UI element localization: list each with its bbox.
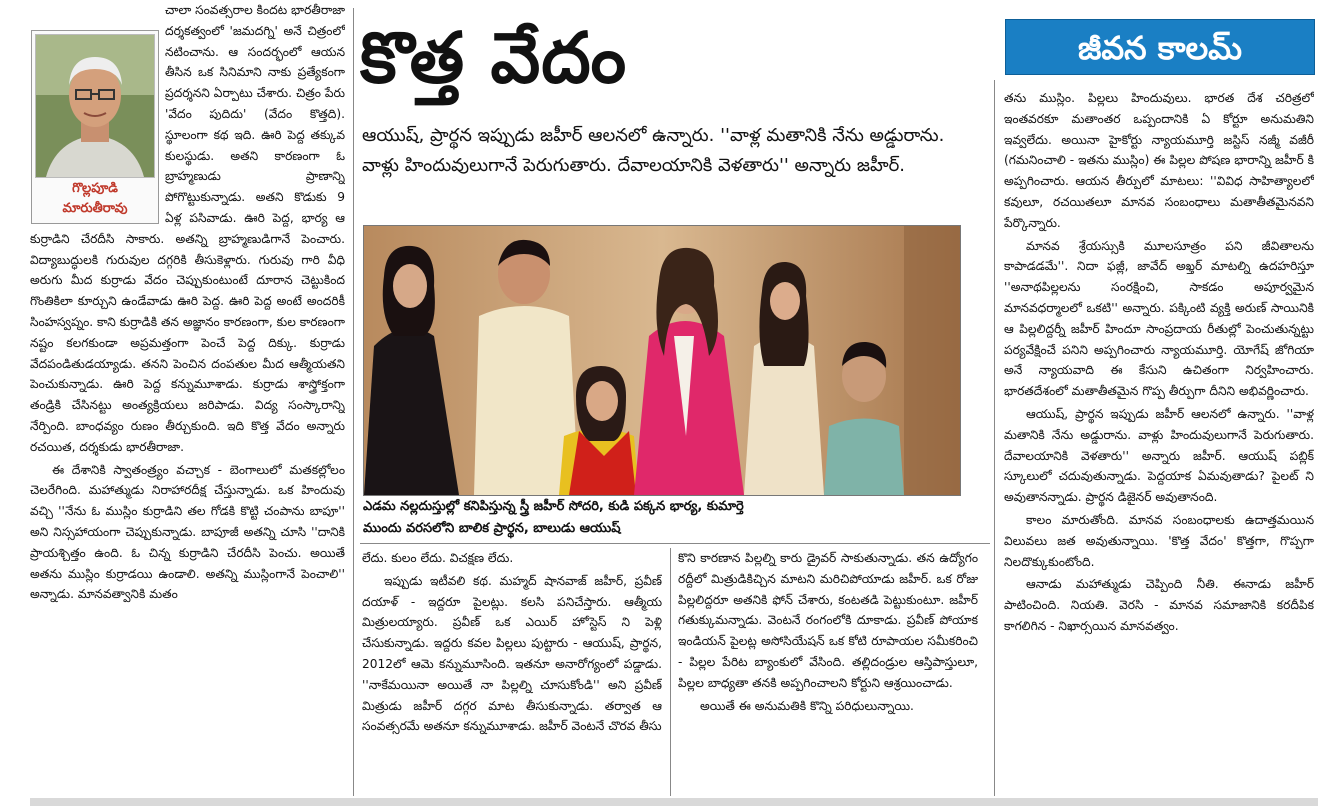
- column-divider: [994, 80, 995, 796]
- column-4-paragraph-2: మానవ శ్రేయస్సుకి మూలసూత్రం పని జీవితాలను కాపాడడమే''. నిదా ఫజ్లీ, జావేద్ అఖ్తర్ మాటల్ని ఉదహరిస్తూ ''అనాథపిల్లలను సంరక్షించి, సాకడం అపూర్వమైన మానవధర్మాలలో ఒకటి'' అన్నారు. పక్కింటి వ్యక్తి అరుణ్ సాయినికి ఆ పిల్లలిద్దర్నీ జహీర్ హిందూ సాంప్రదాయ రీతుల్లో పెంచుతున్నట్టు పర్యవేక్షించే పనిని అప్పగించారు న్యాయమూర్తి. యోగేష్ జోగియా అనే న్యాయవాది ఈ కేసుని ఉచితంగా నిర్వహించారు. భారతదేశంలో మతాతీతమైన గొప్ప తీర్పుగా దీనిని అభివర్ణించారు.: [1004, 238, 1314, 399]
- bottom-bar: [30, 798, 1318, 806]
- column-3-paragraph-1: కొని కారణాన పిల్లల్ని కారు డ్రైవర్ సాకుతున్నాడు. తన ఉద్యోగం రద్దీలో మిత్రుడికిచ్చిన మాటని మరిచిపోయాడు జహీర్. ఒక రోజు పిల్లలిద్దరూ అతనికి ఫోన్ చేశారు, కంటతడి పెట్టుకుంటూ. జహీర్ గతుక్కుమన్నాడు. వెంటనే రంగంలోకి దూకాడు. ప్రవీణ్ పోయాక ఇండియన్ పైలట్ల అసోసియేషన్ ఒక కోటి రూపాయల సమీకరించి - పిల్లల పేరిట బ్యాంకులో వేసింది. తల్లిదండ్రుల ఆస్తిపాస్తులూ, పిల్లల బాధ్యతా తనకి అప్పగించాలని కోర్టుని ఆశ్రయించాడు.: [678, 551, 978, 690]
- intro-blurb: ఆయుష్, ప్రార్థన ఇప్పుడు జహీర్ ఆలనలో ఉన్నారు. ''వాళ్ల మతానికి నేను అడ్డురాను. వాళ్లు హిందువులుగానే పెరుగుతారు. దేవాలయానికి వెళతారు'' అన్నారు జహీర్.: [362, 125, 945, 176]
- column-title-banner: జీవన కాలమ్: [1005, 19, 1315, 75]
- photo-caption-line-2: ముందు వరసలోని బాలిక ప్రార్థన, బాలుడు ఆయుష్: [363, 521, 621, 536]
- column-4: [1004, 88, 1314, 796]
- author-name-line1: గొల్లపూడి: [72, 181, 118, 196]
- column-4-paragraph-4: కాలం మారుతోంది. మానవ సంబంధాలకు ఉదాత్తమయిన విలువలు జత అవుతున్నాయి. 'కొత్త వేదం' కొత్తగా, గొప్పగా నిలదొక్కుకుంటోంది.: [1004, 512, 1314, 569]
- column-2: [362, 548, 662, 796]
- column-3-paragraph-2: అయితే ఈ అనుమతికి కొన్ని పరిధులున్నాయి.: [700, 698, 914, 713]
- author-name-line2: మారుతీరావు: [62, 201, 128, 216]
- column-divider: [670, 548, 671, 796]
- photo-caption-line-1: ఎడమ నల్లదుస్తుల్లో కనిపిస్తున్న స్త్రీ జహీర్ సోదరి, కుడి పక్కన భార్య, కుమార్తె: [363, 499, 744, 514]
- column-4-paragraph-5: ఆనాడు మహాత్ముడు చెప్పింది నీతి. ఈనాడు జహీర్ పాటించింది. నియతి. వెరసి - మానవ సమాజానికి కరదీపిక కాగలిగిన - నిఖార్సయిన మానవత్వం.: [1004, 577, 1314, 633]
- column-1-paragraph-2: ఈ దేశానికి స్వాతంత్ర్యం వచ్చాక - బెంగాలులో మతకల్లోలం చెలరేగింది. మహాత్ముడు నిరాహారదీక్ష చేస్తున్నాడు. ఒక హిందువు వచ్చి ''నేను ఓ ముస్లిం కుర్రాడిని తల గోడకి కొట్టి చంపాను బాపూ'' అని నిస్సహాయంగా చెప్పుకున్నాడు. బాపూజీ అతన్ని చూసి ''దానికి ప్రాయశ్చిత్తం ఉంది. ఓ చిన్న కుర్రాడిని చేరదీసి పెంచు. అయితే అతను ముస్లిం కుర్రాడయి ఉండాలి. అతన్ని ముస్లింగానే పెంచాలి'' అన్నాడు. మానవత్వానికి మతం: [30, 462, 345, 602]
- family-photo: [363, 225, 961, 496]
- column-1-text: [30, 0, 345, 796]
- photo-caption: [363, 496, 963, 540]
- column-2-paragraph-2: ఇప్పుడు ఇటీవలి కథ. మహ్మద్ షానవాజ్ జహీర్, ప్రవీణ్ దయాళ్ - ఇద్దరూ పైలట్లు. కలసి పనిచేస్తారు. ఆత్మీయ మిత్రులయ్యారు. ప్రవీణ్ ఒక ఎయిర్ హోస్టెస్ ని పెళ్లి చేసుకున్నాడు. ఇద్దరు కవల పిల్లలు పుట్టారు - ఆయుష్, ప్రార్థన, 2012లో ఆమె కన్నుమూసింది. ఇతనూ అనారోగ్యంలో పడ్డాడు. ''నాకేమయినా అయితే నా పిల్లల్ని చూసుకోండి'' అని ప్రవీణ్ మిత్రుడు జహీర్ దగ్గర మాట తీసుకున్నాడు. తర్వాత ఆ సంవత్సరమే అతనూ కన్నుమూశాడు. జహీర్ వెంటనే చొరవ తీసు: [362, 573, 662, 734]
- caption-rule: [360, 543, 990, 544]
- column-4-paragraph-3: ఆయుష్, ప్రార్థన ఇప్పుడు జహీర్ ఆలనలో ఉన్నారు. ''వాళ్ల మతానికి నేను అడ్డురాను. వాళ్లు హిందువులుగానే పెరుగుతారు. దేవాలయానికి వెళతారు'' అన్నారు జహీర్. ఆయుష్ పబ్లిక్ స్కూలులో చదువుతున్నాడు. పెద్దయాక ఏమవుతాడు? పైలట్ ని అవుతానన్నాడు. ప్రార్థన డిజైనర్ అవుతానంది.: [1004, 406, 1314, 505]
- headline: కొత్త వేదం: [360, 17, 628, 99]
- column-divider: [353, 8, 354, 796]
- column-1-paragraph-1: చాలా సంవత్సరాల కిందట భారతీరాజా దర్శకత్వంలో 'జమదగ్ని' అనే చిత్రంలో నటించాను. ఆ సందర్భంలో ఆయన తీసిన ఒక సినిమాని నాకు ప్రత్యేకంగా ప్రదర్శనని ఏర్పాటు చేశారు. చిత్రం పేరు 'వేదం పుదిదు' (వేదం కొత్తది). స్థూలంగా కథ ఇది. ఊరి పెద్ద తక్కువ కులస్థుడు. అతని కారణంగా ఓ బ్రాహ్మణుడు ప్రాణాన్ని పోగొట్టుకున్నాడు. అతని కొడుకు 9 ఏళ్ల పసివాడు. ఊరి పెద్ద, భార్య ఆ కుర్రాడిని చేరదీసి సాకారు. అతన్ని బ్రాహ్మణుడిగానే పెంచారు. విద్యాబుద్ధులకి గురువుల దగ్గరికి తీసుకెళ్లారు. గురువు గారి వీధి అరుగు మీద కుర్రాడు వేదం చెప్పుకుంటుంటే దూరాన చెట్టుకింద గొంతికిలా కూర్చుని ఉండేవాడు ఊరి పెద్ద. ఊరి పెద్ద అంటే అందరికీ సింహస్వప్నం. కాని కుర్రాడికి తన అజ్ఞానం కారణంగా, కుల కారణంగా నష్టం కలగకుండా అప్రమత్తంగా పెంచే పెద్ద దిక్కు. కుర్రాడు వేదపండితుడయ్యాడు. తనని పెంచిన దంపతుల మీద ఆత్మీయతని పెంచుకున్నాడు. ఊరి పెద్ద కన్నుమూశాడు. కుర్రాడు శాస్త్రోక్తంగా తండ్రికి చేసినట్టు అంత్యక్రియలు జరిపాడు. విద్య సంస్కారాన్ని నేర్పింది. బాంధవ్యం రుణం తీర్చుకుంది. ఇది కొత్త వేదం అన్నారు రచయిత, దర్శకుడు భారతీరాజా.: [30, 3, 345, 454]
- author-box-spacer: [30, 0, 165, 222]
- column-4-paragraph-1: తను ముస్లిం. పిల్లలు హిందువులు. భారత దేశ చరిత్రలో ఇంతవరకూ మతాంతర ఒప్పందానికి ఏ కోర్టూ అనుమతిని ఇవ్వలేదు. అయినా హైకోర్టు న్యాయమూర్తి జస్టిస్ నజ్మీ వజీరీ (గమనించాలి - ఇతను ముస్లిం) ఈ పిల్లల పోషణ భారాన్ని జహీర్ కి అప్పగించారు. ఆయన తీర్పులో మాటలు: ''వివిధ సాహిత్యాలలో కవులూ, రచయితలూ మానవ సంబంధాలు మతాతీతమైనవని పేర్కొన్నారు.: [1004, 91, 1314, 230]
- column-2-paragraph-1: లేదు. కులం లేదు. విచక్షణ లేదు.: [362, 551, 514, 565]
- column-3: [678, 548, 978, 796]
